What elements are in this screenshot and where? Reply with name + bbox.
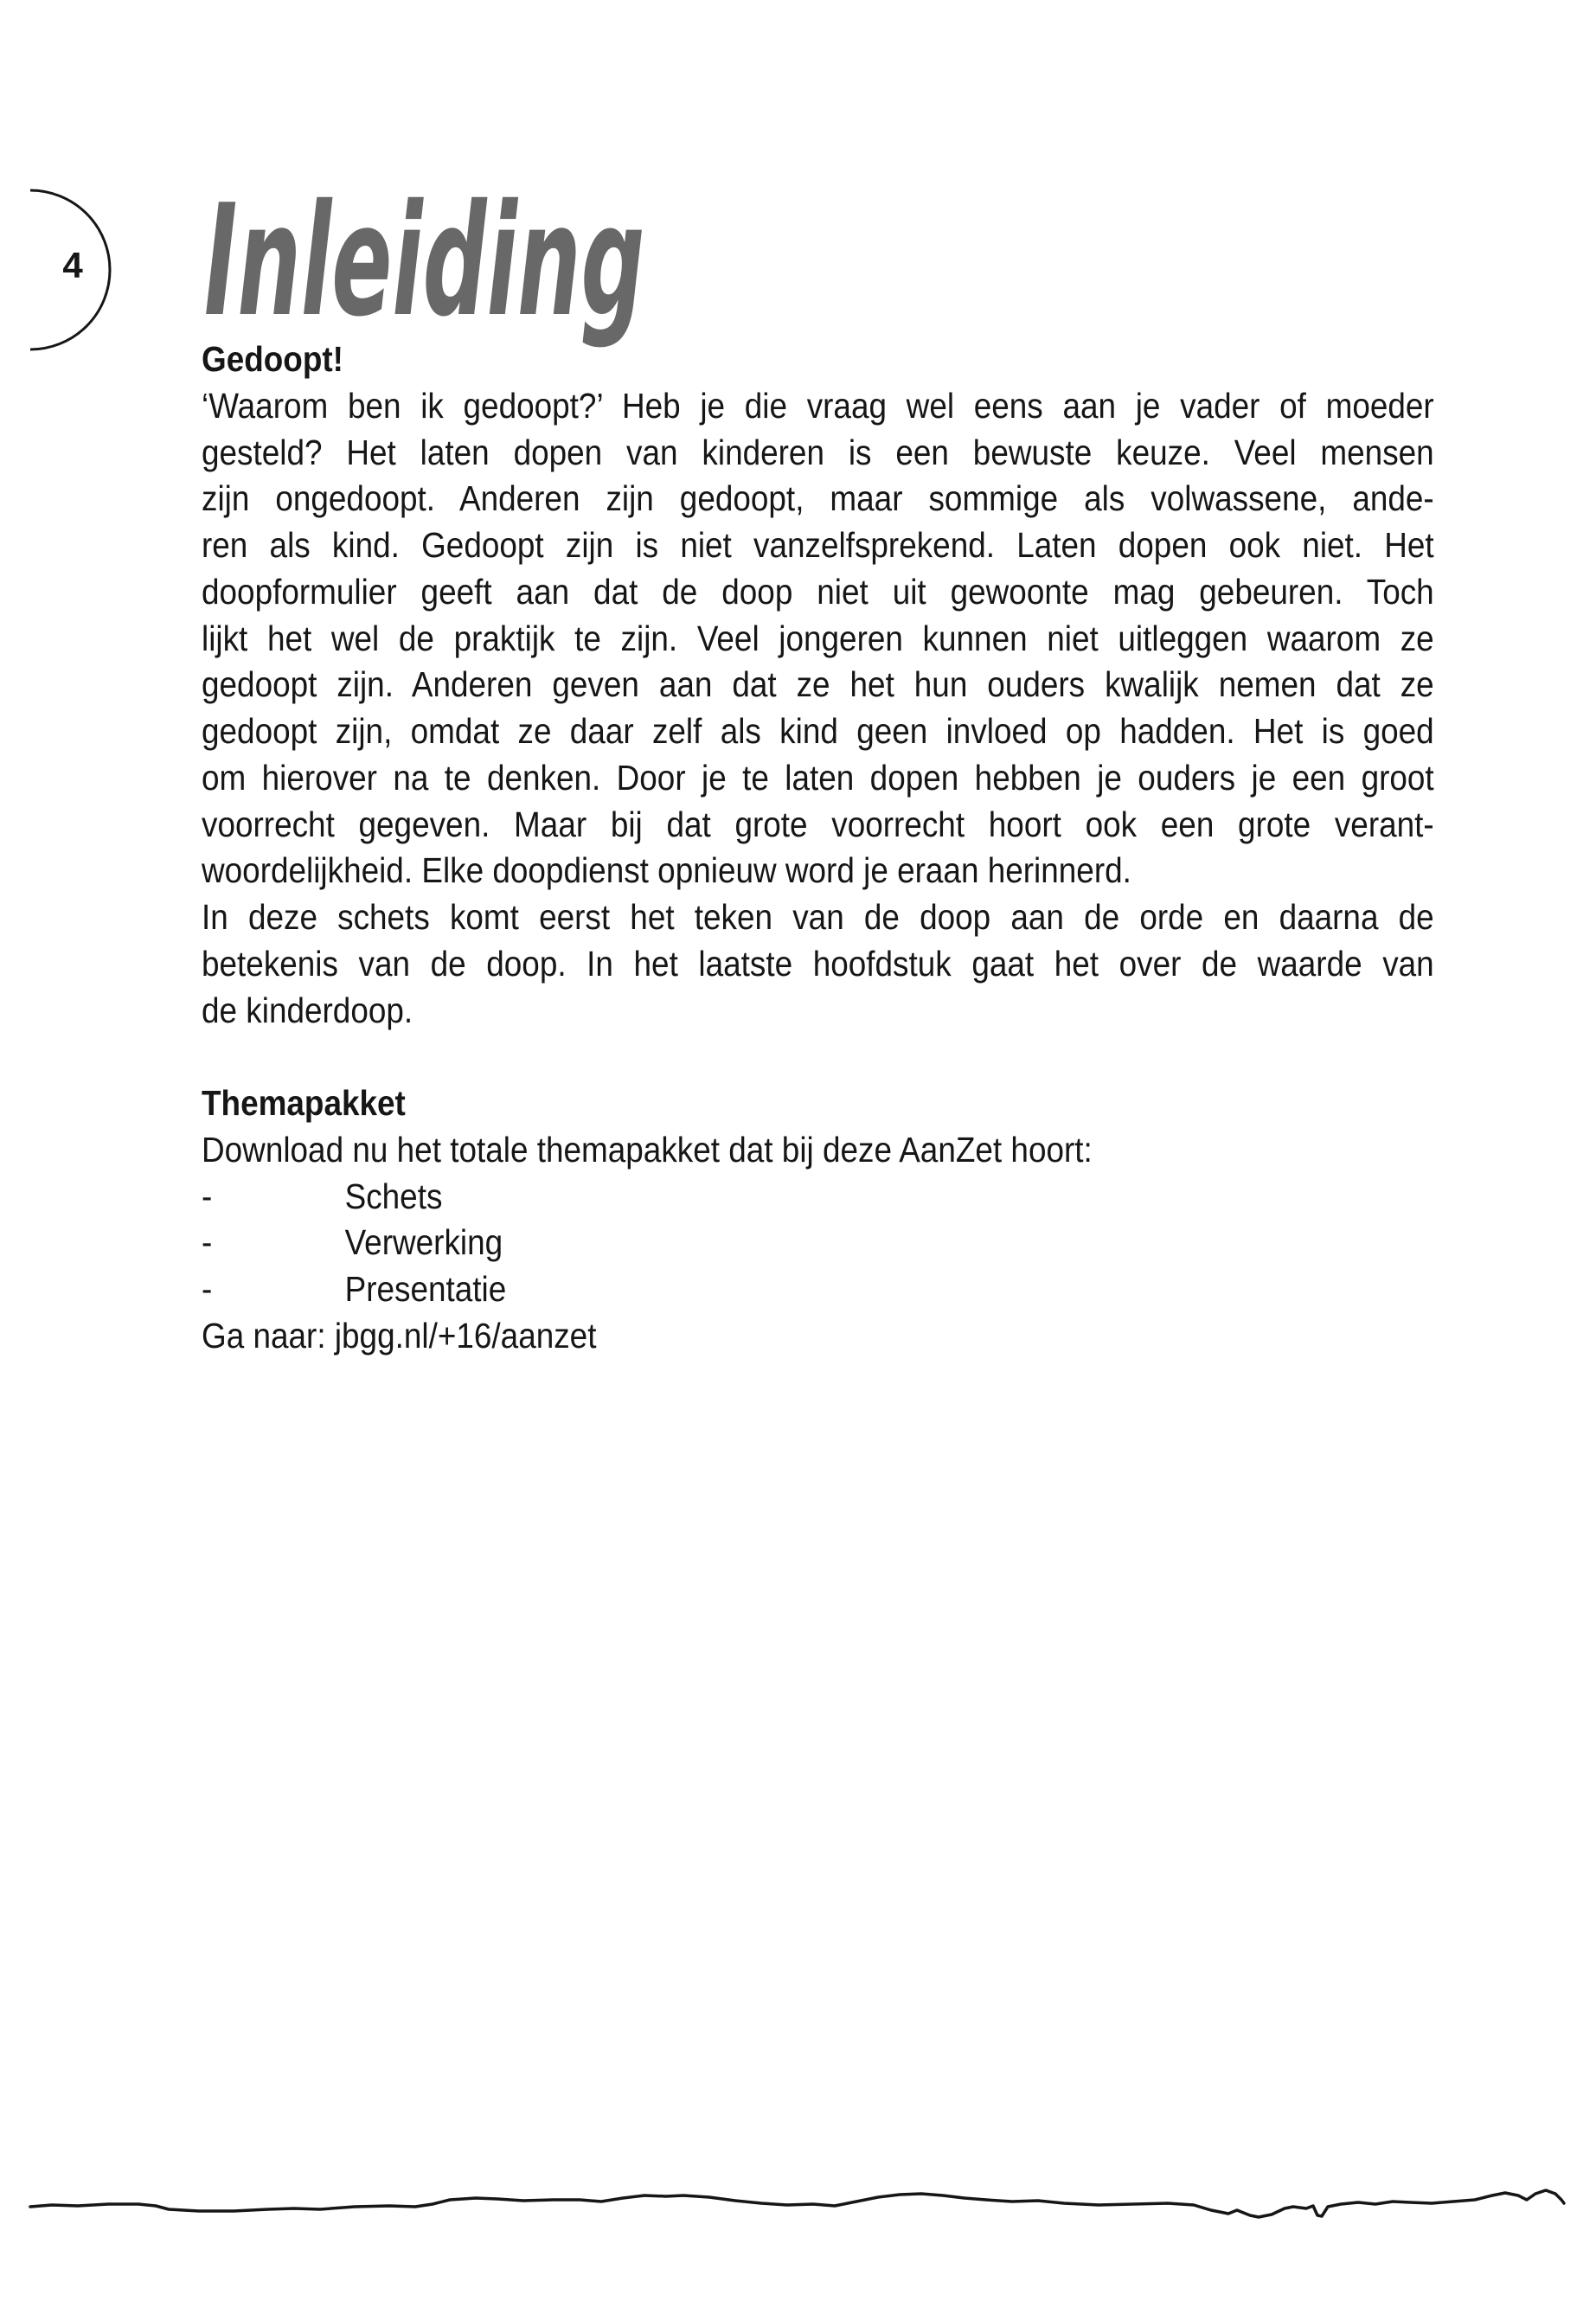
list-item xyxy=(202,1174,1434,1221)
page-title xyxy=(204,171,964,350)
paragraph-line: doopformulier geeft aan dat de doop niet uit gewoonte mag gebeuren. Toch xyxy=(202,571,1434,612)
list-item xyxy=(202,1266,1434,1313)
wavy-divider-stroke xyxy=(30,2190,1564,2217)
list-item-label: Verwerking xyxy=(344,1222,503,1263)
paragraph-line: woordelijkheid. Elke doopdienst opnieuw word je eraan herinnerd. xyxy=(202,850,1131,891)
download-url-line: Ga naar: jbgg.nl/+16/aanzet xyxy=(202,1315,597,1356)
list-dash: - xyxy=(202,1222,213,1263)
paragraph-line: voorrecht gegeven. Maar bij dat grote voorrecht hoort ook een grote verant- xyxy=(202,804,1434,844)
paragraph-line: gedoopt zijn, omdat ze daar zelf als kind geen invloed op hadden. Het is goed xyxy=(202,711,1434,751)
themapakket-intro-line: Download nu het totale themapakket dat bij deze AanZet hoort: xyxy=(202,1129,1093,1170)
list-item-label: Presentatie xyxy=(344,1269,507,1309)
blank-line xyxy=(202,1034,1434,1080)
paragraph-line: ren als kind. Gedoopt zijn is niet vanzelfsprekend. Laten dopen ook niet. Het xyxy=(202,525,1434,565)
page-title-text: Inleiding xyxy=(204,171,645,350)
paragraph-line: ‘Waarom ben ik gedoopt?’ Heb je die vraag wel eens aan je vader of moeder xyxy=(202,385,1434,426)
body-text xyxy=(202,336,1434,1360)
section-heading-themapakket: Themapakket xyxy=(202,1083,406,1123)
paragraph-line: betekenis van de doop. In het laatste hoofdstuk gaat het over de waarde van xyxy=(202,943,1434,984)
paragraph-line: gesteld? Het laten dopen van kinderen is een bewuste keuze. Veel mensen xyxy=(202,432,1434,472)
section-heading-gedoopt: Gedoopt! xyxy=(202,339,343,379)
page-number: 4 xyxy=(62,245,83,285)
paragraph-line: de kinderdoop. xyxy=(202,990,413,1030)
paragraph-line: In deze schets komt eerst het teken van de doop aan de orde en daarna de xyxy=(202,897,1434,937)
wavy-divider xyxy=(26,2182,1570,2226)
list-dash: - xyxy=(202,1176,213,1216)
paragraph-line: zijn ongedoopt. Anderen zijn gedoopt, maar sommige als volwassene, ande- xyxy=(202,478,1434,519)
paragraph-line: gedoopt zijn. Anderen geven aan dat ze het hun ouders kwalijk nemen dat ze xyxy=(202,664,1434,705)
list-dash: - xyxy=(202,1269,213,1309)
paragraph-line: lijkt het wel de praktijk te zijn. Veel jongeren kunnen niet uitleggen waarom ze xyxy=(202,618,1434,658)
list-item xyxy=(202,1220,1434,1266)
paragraph-line: om hierover na te denken. Door je te laten dopen hebben je ouders je een groot xyxy=(202,757,1434,798)
list-item-label: Schets xyxy=(344,1176,443,1216)
